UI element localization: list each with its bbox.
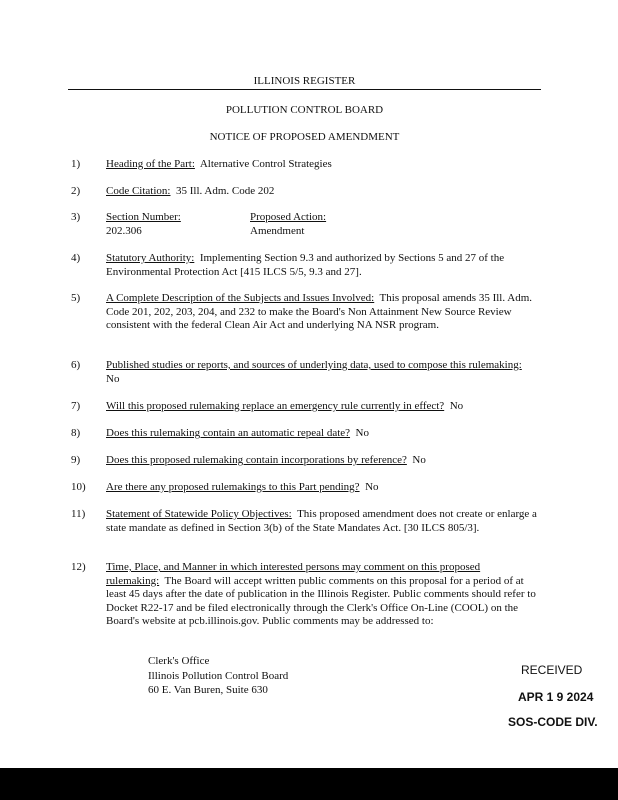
item-number: 9): [71, 454, 81, 466]
address-line: Illinois Pollution Control Board: [148, 669, 289, 682]
item-text: No: [106, 372, 120, 385]
item-number: 4): [71, 252, 81, 264]
item-text: No: [355, 427, 369, 439]
item-text: 35 Ill. Adm. Code 202: [175, 185, 275, 197]
address-line: Clerk's Office: [148, 655, 210, 667]
item-text: The Board will accept written public comments on this proposal for a period of at least 45 days after the date of publication in the Illinois Register. Public comments should refer to Docket R22-17 and be filed electronically through the Clerk's Office On-Line (COOL) on the Board's website at pcb.illinois.gov. Public comments may be addressed to:: [106, 574, 536, 627]
section-number-value: 202.306: [106, 224, 142, 237]
address-line: 60 E. Van Buren, Suite 630: [148, 684, 268, 696]
item-label: Published studies or reports, and sources of underlying data, used to compose this rulemaking:: [106, 359, 522, 371]
item-label: Statutory Authority:: [106, 252, 195, 264]
item-label: Statement of Statewide Policy Objectives:: [106, 508, 292, 520]
item-number: 7): [71, 400, 81, 412]
notice-title: NOTICE OF PROPOSED AMENDMENT: [209, 131, 400, 143]
item-number: 1): [71, 158, 81, 170]
item-text: This proposal amends 35 Ill. Adm. Code 201, 202, 203, 204, and 232 to make the Board's Non Attainment New Source Review consistent with the federal Clean Air Act and underlying NA NSR program.: [106, 292, 533, 331]
item-text: This proposed amendment does not create or enlarge a state mandate as defined in Section 3(b) of the State Mandates Act. [30 ILCS 805/3].: [106, 508, 537, 534]
header-rule: [68, 89, 541, 90]
item-label: A Complete Description of the Subjects and Issues Involved:: [106, 292, 375, 304]
scan-border: [0, 768, 618, 800]
item-label: Does this proposed rulemaking contain incorporations by reference?: [106, 454, 407, 466]
item-text: No: [365, 481, 379, 493]
mailing-address: [148, 654, 288, 698]
item-label: Does this rulemaking contain an automatic repeal date?: [106, 427, 351, 439]
register-title: ILLINOIS REGISTER: [253, 75, 356, 87]
item-number: 2): [71, 185, 81, 197]
item-text: No: [449, 400, 464, 412]
item-number: 3): [71, 211, 81, 223]
item-number: 11): [71, 508, 86, 520]
item-label: Heading of the Part:: [106, 158, 195, 170]
received-stamp: RECEIVED: [521, 663, 583, 677]
item-text: Implementing Section 9.3 and authorized by Sections 5 and 27 of the Environmental Protection Act [415 ILCS 5/5, 9.3 and 27].: [106, 252, 505, 278]
agency-title: POLLUTION CONTROL BOARD: [225, 104, 384, 116]
item-number: 12): [71, 561, 86, 573]
item-label: Will this proposed rulemaking replace an emergency rule currently in effect?: [106, 400, 445, 412]
proposed-action-label: Proposed Action:: [250, 211, 327, 223]
item-label: Code Citation:: [106, 185, 171, 197]
item-number: 10): [71, 481, 86, 493]
received-date-stamp: APR 1 9 2024: [518, 690, 594, 704]
item-label: Are there any proposed rulemakings to this Part pending?: [106, 481, 360, 493]
proposed-action-value: Amendment: [250, 224, 305, 237]
item-number: 6): [71, 359, 81, 371]
item-number: 5): [71, 292, 81, 304]
division-stamp: SOS-CODE DIV.: [508, 715, 598, 729]
section-number-label: Section Number:: [106, 211, 181, 223]
item-text: No: [412, 454, 426, 466]
item-label: Time, Place, and Manner in which interested persons may comment on this proposed rulemaking:: [106, 561, 481, 587]
item-number: 8): [71, 427, 81, 439]
item-text: Alternative Control Strategies: [199, 158, 332, 170]
